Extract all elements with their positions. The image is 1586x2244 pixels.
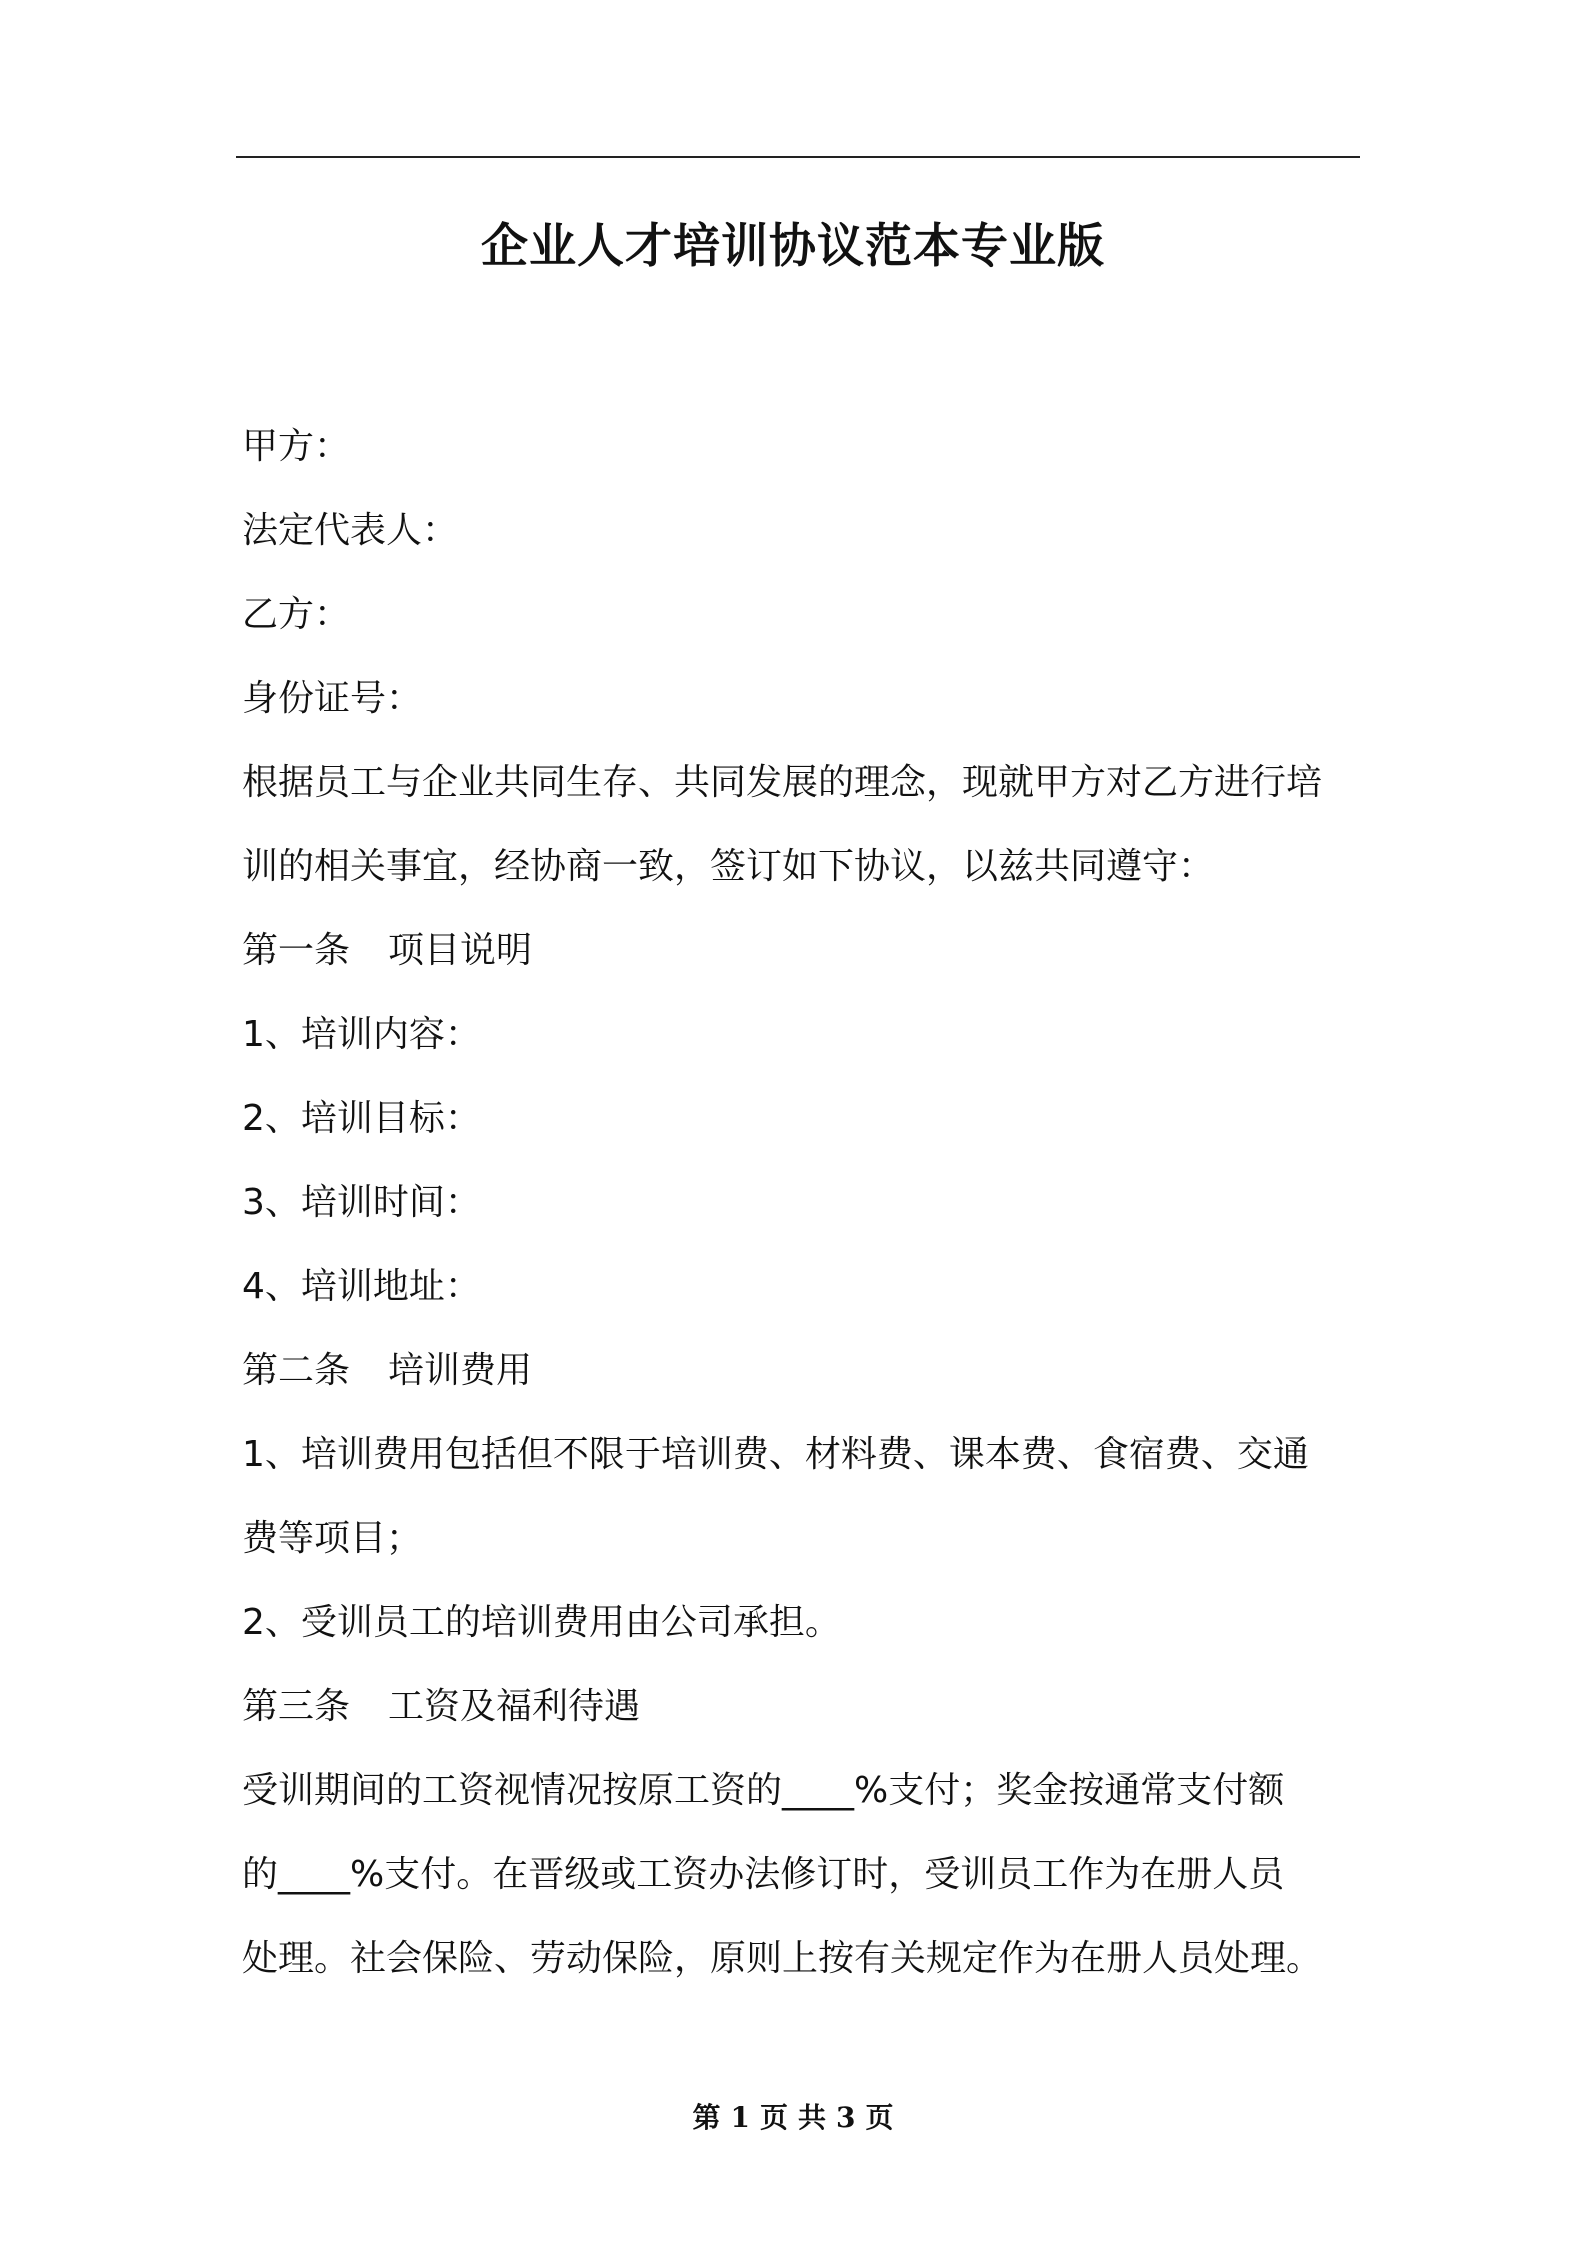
article-3-heading [242, 1665, 1362, 1749]
footer-ye: 页 [759, 2101, 788, 2134]
article-2-number: 第二条 [242, 1350, 351, 1391]
party-b-line: 乙方： [242, 594, 351, 635]
fee-clause-2-line: 2、受训员工的培训费用由公司承担。 [242, 1602, 841, 1643]
document-title: 企业人才培训协议范本专业版 [481, 219, 1105, 274]
preamble-line-2: 训的相关事宜，经协商一致，签订如下协议，以兹共同遵守： [242, 846, 1215, 887]
training-goal-line: 2、培训目标： [242, 1098, 481, 1139]
salary-paragraph-line-1: 受训期间的工资视情况按原工资的____%支付；奖金按通常支付额 [242, 1770, 1285, 1811]
header-rule [236, 156, 1360, 158]
legal-representative-line: 法定代表人： [242, 510, 459, 551]
preamble-line-1: 根据员工与企业共同生存、共同发展的理念，现就甲方对乙方进行培 [242, 762, 1323, 803]
article-1-number: 第一条 [242, 930, 351, 971]
article-1-title: 项目说明 [388, 930, 533, 971]
article-2-heading [242, 1329, 1362, 1413]
fee-clause-1-line-1: 1、培训费用包括但不限于培训费、材料费、课本费、食宿费、交通 [242, 1434, 1309, 1475]
training-address-line: 4、培训地址： [242, 1266, 481, 1307]
document-body [242, 405, 1362, 2001]
id-number-line: 身份证号： [242, 678, 423, 719]
training-content-line: 1、培训内容： [242, 1014, 481, 1055]
footer-total-pages: 3 [836, 2101, 856, 2134]
fee-clause-1-line-2: 费等项目； [242, 1518, 423, 1559]
footer-ye-2: 页 [865, 2101, 894, 2134]
salary-paragraph-line-2: 的____%支付。在晋级或工资办法修订时，受训员工作为在册人员 [242, 1854, 1285, 1895]
article-1-heading [242, 909, 1362, 993]
footer-gong: 共 [798, 2101, 827, 2134]
salary-paragraph-line-3: 处理。社会保险、劳动保险，原则上按有关规定作为在册人员处理。 [242, 1938, 1323, 1979]
footer-di: 第 [692, 2101, 721, 2134]
training-time-line: 3、培训时间： [242, 1182, 481, 1223]
article-2-title: 培训费用 [388, 1350, 533, 1391]
footer-page-number: 1 [730, 2101, 750, 2134]
party-a-line: 甲方： [242, 426, 351, 467]
article-3-number: 第三条 [242, 1686, 351, 1727]
page-footer [0, 2098, 1586, 2138]
article-3-title: 工资及福利待遇 [388, 1686, 641, 1727]
